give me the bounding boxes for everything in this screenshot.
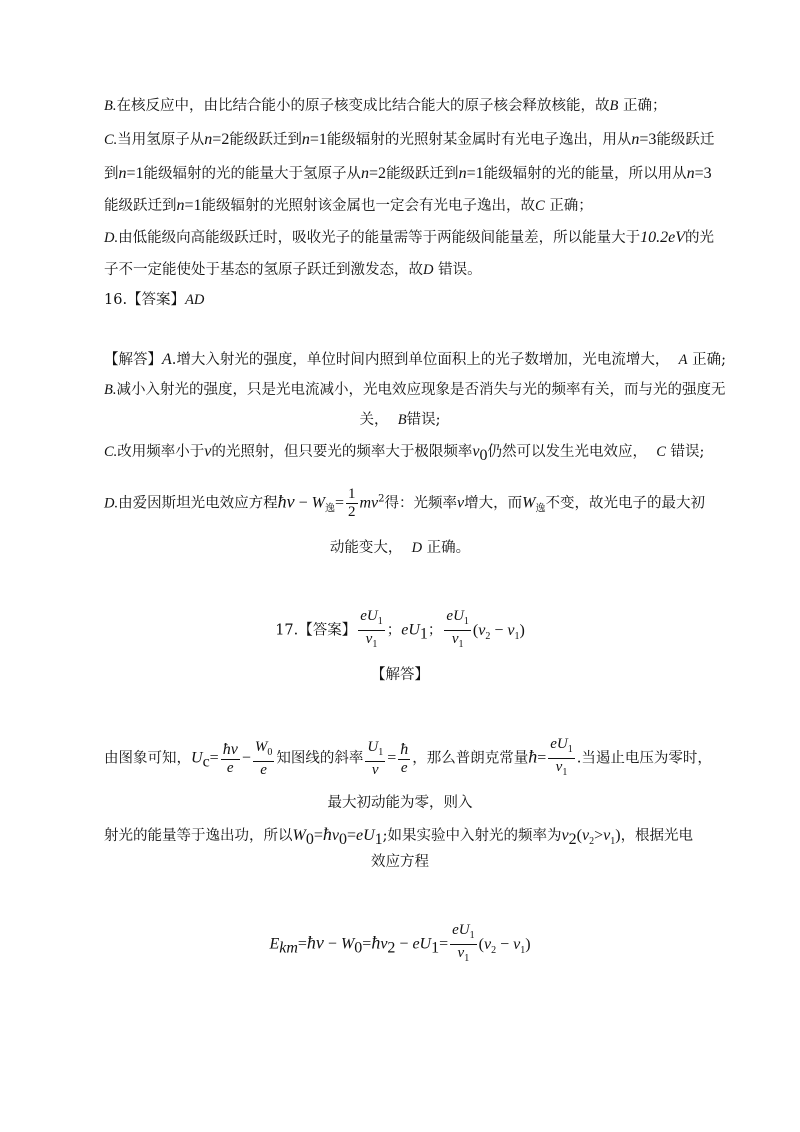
sec15-option-c-line2: 到n=1能级辐射的光的能量大于氢原子从n=2能级跃迁到n=1能级辐射的光的能量，所以用从n=3 <box>104 165 712 182</box>
sec15-option-d-line2: 子不一定能使处于基态的氢原子跃迁到激发态，故D 错误。 <box>104 262 482 278</box>
q17-ekm-equation: $E_{km}=ħ\nu$ − $W_0=ħ\nu_2 - eU_1=$ $\frac{eU_1}{\nu_1}$ $(\nu_2 - \nu_1)$ <box>269 922 531 964</box>
q16-solution-d: D.由爱因斯坦光电效应方程ħν − $W_逸=$ $\frac{1}{2}$ $mv^2$得：光频率ν增大，而$W_逸$不变，故光电子的最大初 <box>104 486 705 520</box>
sec15-option-b: B.在核反应中，由比结合能小的原子核变成比结合能大的原子核会释放核能，故B 正确； <box>104 98 667 114</box>
q17-solution-line1: 由图象可知，$U_c=$ $\frac{ħ\nu}{e}$ − $\frac{W_0}{e}$ 知图线的斜率 $\frac{U_1}{\nu}$ = $\frac{ħ}{e}$ ，那么普朗克常量ħ= $\frac{eU_1}{\nu_1}$ .当遏止电压为零时， <box>104 736 712 778</box>
q16-solution-c: C.改用频率小于ν的光照射，但只要光的频率大于极限频率$\nu_0$仍然可以发生光电效应， C 错误; <box>104 443 705 464</box>
sec15-option-d-line1: D.由低能级向高能级跃迁时，吸收光子的能量需等于两能级间能量差，所以能量大于10.2eV的光 <box>104 229 714 246</box>
q17-solution-line3: 射光的能量等于逸出功，所以$W_0=ħ\nu_0=eU_1$;如果实验中入射光的频率为$\nu_2(\nu_2>\nu_1)$，根据光电 <box>104 824 694 848</box>
q17-solution-line2: 最大初动能为零，则入 <box>327 795 473 811</box>
sec15-option-c-line1: C.当用氢原子从n=2能级跃迁到n=1能级辐射的光照射某金属时有光电子逸出，用从n=3能级跃迁 <box>104 131 715 148</box>
half-fraction: $\frac{1}{2}$ <box>348 486 356 520</box>
sec15-option-c-line3: 能级跃迁到n=1能级辐射的光照射该金属也一定会有光电子逸出，故C 正确； <box>104 197 593 214</box>
q16-solution-b-line2: 关， B错误; <box>359 412 441 428</box>
q17-solution-line4: 效应方程 <box>371 854 429 870</box>
q16-solution-d-line2: 动能变大， D 正确。 <box>329 540 471 556</box>
q16-solution-b: B.减小入射光的强度，只是光电流减小，光电效应现象是否消失与光的频率有关，而与光的强度无 <box>104 382 726 398</box>
q17-jieda: 【解答】 <box>371 667 429 683</box>
q16-solution-a: 【解答】A.增大入射光的强度，单位时间内照到单位面积上的光子数增加，光电流增大， A 正确; <box>104 351 726 368</box>
q17-answer: 17.【答案】 $\frac{eU_1}{\nu_1}$ ；$eU_1$； $\frac{eU_1}{\nu_1}$ $(\nu_2 - \nu_1)$ <box>275 608 525 650</box>
q16-answer: 16.【答案】AD <box>104 292 205 308</box>
